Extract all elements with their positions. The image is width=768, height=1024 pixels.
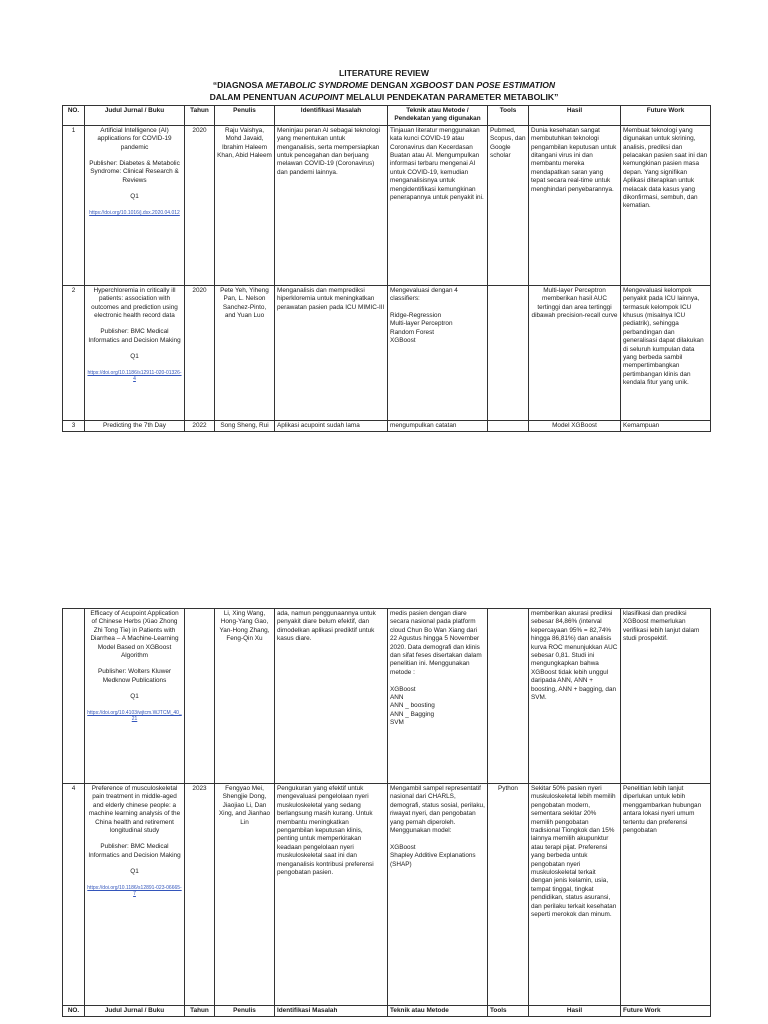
row-future: Mengevaluasi kelompok penyakit pada ICU lainnya, termasuk kelompok ICU khusus (misalnya ICU pediatrik), sehingga perbandingan dan generalisasi dapat dilakukan di seluruh kumpulan data yang berbeda sambil mempertimbangkan pertimbangan klinis dan kendala fitur yang unik.: [621, 285, 711, 420]
row-title: Predicting the 7th Day: [85, 420, 185, 431]
row-method: Mengevaluasi dengan 4 classifiers: Ridge-Regression Multi-layer Perceptron Random Forest XGBoost: [388, 285, 488, 420]
row-title: Hyperchloremia in critically ill patients: association with outcomes and prediction using electronic health record data: [91, 286, 178, 320]
row-method: Tinjauan literatur menggunakan kata kunci COVID-19 atau Coronavirus dan Kecerdasan Buatan atau AI. Mengumpulkan informasi terbaru mengenai AI untuk COVID-19, kemudian menganalisisnya untuk mengidentifikasi kemungkinan penerapannya untuk penyakit ini.: [388, 125, 488, 285]
row-title-cell: [85, 125, 185, 285]
row-year: 2023: [185, 784, 215, 1006]
review-table-page2: [62, 608, 711, 1017]
row-publisher: Publisher: Diabetes & Metabolic Syndrome: Clinical Research & Reviews: [89, 160, 180, 184]
row-tools: [488, 285, 529, 420]
table-row: [63, 420, 711, 431]
col-footer-future: Future Work: [621, 1006, 711, 1017]
row-publisher: Publisher: BMC Medical Informatics and Decision Making: [88, 843, 181, 859]
row-no: 4: [63, 784, 85, 1006]
row-publisher: Publisher: BMC Medical Informatics and Decision Making: [88, 328, 181, 344]
row-publisher: Publisher: Wolters Kluwer Medknow Publications: [97, 668, 172, 684]
col-header-future: Future Work: [621, 106, 711, 126]
col-footer-year: Tahun: [185, 1006, 215, 1017]
col-header-problem: Identifikasi Masalah: [275, 106, 388, 126]
col-header-method: Teknik atau Metode / Pendekatan yang digunakan: [388, 106, 488, 126]
row-problem: Pengukuran yang efektif untuk mengevaluasi pengelolaan nyeri muskuloskeletal yang sedang berlangsung masih kurang. Untuk membantu meningkatkan pengambilan keputusan klinis, penting untuk memperkirakan keadaan pengelolaan nyeri muskuloskeletal saat ini dan menganalisis kontribusi preferensi pengobatan pasien.: [275, 784, 388, 1006]
row-no: 1: [63, 125, 85, 285]
row-tools: Pubmed, Scopus, dan Google scholar: [488, 125, 529, 285]
table-header-row: [63, 106, 711, 126]
row-authors: Raju Vaishya, Mohd Javaid, Ibrahim Haleem Khan, Abid Haleem: [215, 125, 275, 285]
col-footer-authors: Penulis: [215, 1006, 275, 1017]
row-result: Model XGBoost: [529, 420, 621, 431]
row-title-cell: [85, 285, 185, 420]
row-rank: Q1: [130, 193, 139, 201]
row-problem: Aplikasi acupoint sudah lama: [275, 420, 388, 431]
col-header-title: Judul Jurnal / Buku: [85, 106, 185, 126]
row-result: Multi-layer Perceptron memberikan hasil AUC tertinggi dan area tertinggi dibawah precision-recall curve: [529, 285, 621, 420]
row-rank: Q1: [130, 693, 139, 701]
col-footer-method: Teknik atau Metode: [388, 1006, 488, 1017]
document-header: [0, 67, 768, 103]
col-footer-title: Judul Jurnal / Buku: [85, 1006, 185, 1017]
row-future: klasifikasi dan prediksi XGBoost memerlukan verifikasi lebih lanjut dalam studi prospektif.: [621, 609, 711, 784]
row-authors: Li, Xing Wang, Hong-Yang Gao, Yan-Hong Zhang, Feng-Qin Xu: [215, 609, 275, 784]
row-title-cell: [85, 609, 185, 784]
doc-label: LITERATURE REVIEW: [338, 68, 430, 78]
col-header-no: NO.: [63, 106, 85, 126]
row-method: mengumpulkan catatan: [388, 420, 488, 431]
doi-link[interactable]: https://doi.org/10.1016/j.dsx.2020.04.012: [89, 209, 180, 216]
row-future: Penelitian lebih lanjut diperlukan untuk lebih menggambarkan hubungan antara lokasi nyeri umum tertentu dan preferensi pengobatan: [621, 784, 711, 1006]
row-title: Efficacy of Acupoint Application of Chinese Herbs (Xiao Zhong Zhi Tong Tie) in Patients with Diarrhea – A Machine-Learning Model Based on XGBoost Algorithm: [90, 610, 179, 660]
table-row: [63, 784, 711, 1006]
row-problem: Meninjau peran AI sebagai teknologi yang menentukan untuk menganalisis, serta mempersiapkan untuk pencegahan dan berjuang melawan COVID-19 (Coronavirus) dan pandemi lainnya.: [275, 125, 388, 285]
row-future: Kemampuan: [621, 420, 711, 431]
row-tools: [488, 420, 529, 431]
row-future: Membuat teknologi yang digunakan untuk skrining, analisis, prediksi dan pelacakan pasien saat ini dan kemungkinan pasien masa depan. Yang signifikan Aplikasi diterapkan untuk melacak data kasus yang dikonfirmasi, sembuh, dan kematian.: [621, 125, 711, 285]
row-year: [185, 609, 215, 784]
row-method: Mengambil sampel representatif nasional dari CHARLS, demografi, status sosial, perilaku, riwayat nyeri, dan pengobatan yang pernah diperoleh. Menggunakan model: XGBoost Shapley Additive Explanations (SHAP): [388, 784, 488, 1006]
table-row: [63, 285, 711, 420]
row-authors: Pete Yeh, Yiheng Pan, L. Nelson Sanchez-Pinto, and Yuan Luo: [215, 285, 275, 420]
row-no: 2: [63, 285, 85, 420]
row-method: medis pasien dengan diare secara nasional pada platform cloud Chun Bo Wan Xiang dari 22 Agustus hingga 5 November 2020. Data demografi dan klinis dan sifat feses disertakan dalam penelitian ini. Menggunakan metode : XGBoost ANN ANN _ boosting ANN _ Bagging SVM: [388, 609, 488, 784]
table-row-continued: [63, 609, 711, 784]
row-no: [63, 609, 85, 784]
row-title: Artificial Intelligence (AI) applications for COVID-19 pandemic: [97, 126, 172, 151]
doc-title-line1: “DIAGNOSA METABOLIC SYNDROME DENGAN XGBOOST DAN POSE ESTIMATION: [212, 80, 556, 90]
row-result: Sekitar 50% pasien nyeri muskuloskeletal lebih memilih pengobatan modern, sementara sekitar 20% memilih pengobatan tradisional Tiongkok dan 15% lainnya memilih akupunktur atau terapi pijat. Preferensi yang berbeda untuk pengobatan nyeri muskuloskeletal terkait dengan jenis kelamin, usia, tempat tinggal, tingkat pendidikan, status asuransi, dan perilaku terkait kesehatan seperti merokok dan minum.: [529, 784, 621, 1006]
doi-link[interactable]: https://doi.org/10.4103/wjtcm.WJTCM_40_21: [87, 709, 182, 722]
row-rank: Q1: [130, 353, 139, 361]
row-year: 2022: [185, 420, 215, 431]
row-year: 2020: [185, 285, 215, 420]
row-authors: Song Sheng, Rui: [215, 420, 275, 431]
row-authors: Fengyao Mei, Shengjie Dong, Jiaojiao Li, Dan Xing, and Jianhao Lin: [215, 784, 275, 1006]
col-footer-result: Hasil: [529, 1006, 621, 1017]
col-footer-no: NO.: [63, 1006, 85, 1017]
row-tools: Python: [488, 784, 529, 1006]
row-result: memberikan akurasi prediksi sebesar 84,86% (interval kepercayaan 95% = 82,74% hingga 86,81%) dan analisis kurva ROC menunjukkan AUC sebesar 0,81. Studi ini mengungkapkan bahwa XGBoost tidak lebih unggul daripada ANN, ANN + boosting, ANN + bagging, dan SVM.: [529, 609, 621, 784]
col-header-authors: Penulis: [215, 106, 275, 126]
col-header-year: Tahun: [185, 106, 215, 126]
col-footer-problem: Identifikasi Masalah: [275, 1006, 388, 1017]
row-rank: Q1: [130, 868, 139, 876]
row-result: Dunia kesehatan sangat membutuhkan teknologi pengambilan keputusan untuk ditangani virus ini dan membantu mereka mendapatkan saran yang tepat secara real-time untuk menghindari penyebarannya.: [529, 125, 621, 285]
doi-link[interactable]: https://doi.org/10.1186/s12891-023-06665-7: [87, 884, 182, 897]
row-year: 2020: [185, 125, 215, 285]
doc-title-line2: DALAM PENENTUAN ACUPOINT MELALUI PENDEKATAN PARAMETER METABOLIK”: [209, 92, 559, 102]
row-no: 3: [63, 420, 85, 431]
col-footer-tools: Tools: [488, 1006, 529, 1017]
col-header-result: Hasil: [529, 106, 621, 126]
row-title-cell: [85, 784, 185, 1006]
review-table-page1: [62, 105, 711, 432]
row-problem: ada, namun penggunaannya untuk penyakit diare belum efektif, dan dimodelkan aplikasi prediktif untuk kasus diare.: [275, 609, 388, 784]
row-problem: Menganalisis dan memprediksi hiperkloremia untuk meningkatkan perawatan pasien pada ICU MIMIC-III: [275, 285, 388, 420]
table-row: [63, 125, 711, 285]
row-title: Preference of musculoskeletal pain treatment in middle-aged and elderly chinese people: a machine learning analysis of the China health and retirement longitudinal study: [88, 785, 181, 835]
col-header-tools: Tools: [488, 106, 529, 126]
doi-link[interactable]: https://doi.org/10.1186/s12911-020-01326-4: [87, 369, 182, 382]
table-footer-row: [63, 1006, 711, 1017]
row-tools: [488, 609, 529, 784]
